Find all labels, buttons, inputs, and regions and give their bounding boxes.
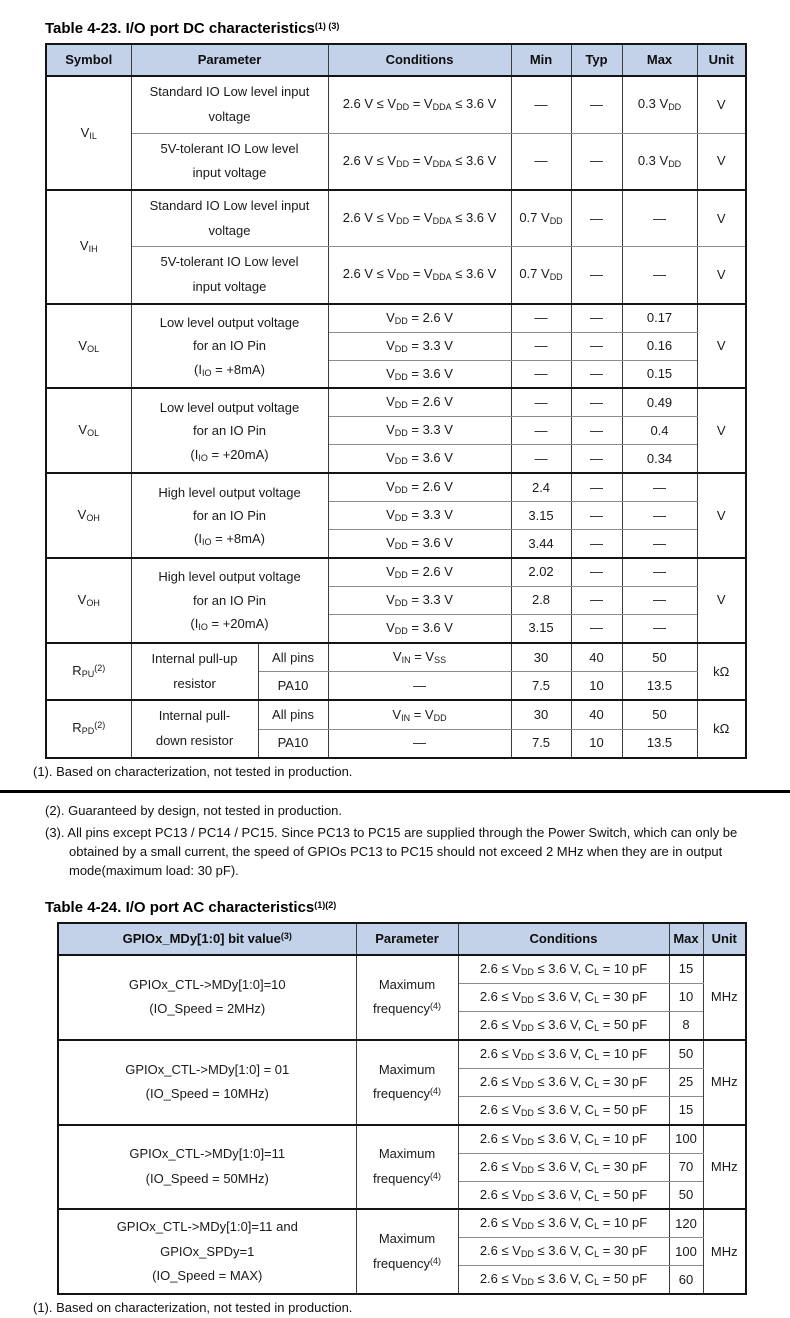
table-cell: 70 bbox=[669, 1153, 703, 1181]
table-cell: All pins bbox=[258, 700, 328, 729]
table-cell: $V_{IN} = V_{DD}$ bbox=[328, 700, 511, 729]
table-cell: — bbox=[571, 133, 622, 190]
table-row bbox=[46, 643, 746, 672]
table-cell: $V_{OH}$ bbox=[46, 473, 131, 558]
table-cell: — bbox=[571, 614, 622, 642]
table-cell: — bbox=[511, 304, 571, 332]
table-cell: Standard IO Low level input voltage bbox=[131, 190, 328, 247]
table-cell: 7.5 bbox=[511, 672, 571, 700]
table-cell: Standard IO Low level input voltage bbox=[131, 76, 328, 133]
table-cell: 5V-tolerant IO Low level input voltage bbox=[131, 247, 328, 304]
column-header: Typ bbox=[571, 44, 622, 76]
table-cell: $2.6 \le V_{DD} \le 3.6$ V, $C_L = 10$ pF bbox=[458, 1125, 669, 1153]
table-cell: 7.5 bbox=[511, 729, 571, 757]
table-cell: $2.6 \le V_{DD} \le 3.6$ V, $C_L = 10$ pF bbox=[458, 1040, 669, 1068]
table-cell: 2.6 $V \le V_{DD} = V_{DDA} \le 3.6$ V bbox=[328, 133, 511, 190]
table-row bbox=[58, 955, 746, 983]
table-cell: $V_{DD} = 3.6$ V bbox=[328, 530, 511, 558]
table-cell: GPIOx_CTL->MDy[1:0] = 01 (IO_Speed = 10MHz) bbox=[58, 1040, 356, 1125]
table-cell: $2.6 \le V_{DD} \le 3.6$ V, $C_L = 30$ pF bbox=[458, 983, 669, 1011]
table-cell: — bbox=[571, 76, 622, 133]
table-cell: $V_{DD} = 3.3$ V bbox=[328, 587, 511, 615]
table-cell: 30 bbox=[511, 643, 571, 672]
table2-footnotes bbox=[33, 1299, 745, 1318]
table-cell: $V_{OH}$ bbox=[46, 558, 131, 643]
table-header-row bbox=[58, 923, 746, 955]
table-cell: V bbox=[697, 388, 746, 473]
table-cell: Low level output voltage for an IO Pin $(I_{IO} = +8mA)$ bbox=[131, 304, 328, 389]
footnote: (1). Based on characterization, not tested in production. bbox=[33, 763, 353, 779]
column-header: Symbol bbox=[46, 44, 131, 76]
page-divider bbox=[0, 790, 790, 793]
table-row bbox=[46, 76, 746, 133]
table-row bbox=[58, 1125, 746, 1153]
table-cell: Low level output voltage for an IO Pin $(I_{IO} = +20mA)$ bbox=[131, 388, 328, 473]
table-row bbox=[46, 304, 746, 332]
table-cell: — bbox=[511, 445, 571, 473]
table-cell: — bbox=[571, 388, 622, 416]
table-cell: Internal pull-up resistor bbox=[131, 643, 258, 700]
table1-title: Table 4-23. I/O port DC characteristics$^{(1) (3)}$ bbox=[45, 20, 340, 37]
table-cell: 120 bbox=[669, 1209, 703, 1237]
table-cell: 50 bbox=[622, 643, 697, 672]
table-cell: MHz bbox=[703, 955, 746, 1040]
table-cell: $V_{DD} = 3.6$ V bbox=[328, 360, 511, 388]
table-cell: All pins bbox=[258, 643, 328, 672]
table-cell: — bbox=[571, 247, 622, 304]
table-cell: 30 bbox=[511, 700, 571, 729]
table-cell: 3.44 bbox=[511, 530, 571, 558]
table-header-row bbox=[46, 44, 746, 76]
column-header: Max bbox=[669, 923, 703, 955]
table-cell: GPIOx_CTL->MDy[1:0]=11 (IO_Speed = 50MHz) bbox=[58, 1125, 356, 1210]
table-cell: 0.3 $V_{DD}$ bbox=[622, 76, 697, 133]
table-cell: — bbox=[571, 332, 622, 360]
table-cell: 2.8 bbox=[511, 587, 571, 615]
table-cell: 0.15 bbox=[622, 360, 697, 388]
table-cell: — bbox=[571, 304, 622, 332]
table-cell: — bbox=[511, 133, 571, 190]
table-cell: $V_{DD} = 3.3$ V bbox=[328, 502, 511, 530]
table-cell: GPIOx_CTL->MDy[1:0]=10 (IO_Speed = 2MHz) bbox=[58, 955, 356, 1040]
table-cell: $2.6 \le V_{DD} \le 3.6$ V, $C_L = 50$ pF bbox=[458, 1096, 669, 1124]
table-row bbox=[46, 133, 746, 190]
table-cell: 15 bbox=[669, 955, 703, 983]
table1-footnotes-continued bbox=[45, 802, 745, 880]
table-cell: 0.7 $V_{DD}$ bbox=[511, 247, 571, 304]
table-row bbox=[46, 700, 746, 729]
table-cell: $2.6 \le V_{DD} \le 3.6$ V, $C_L = 10$ pF bbox=[458, 1209, 669, 1237]
ac-characteristics-table bbox=[57, 922, 747, 1295]
footnote: (1). Based on characterization, not tested in production. bbox=[33, 1300, 353, 1316]
table-cell: — bbox=[622, 190, 697, 247]
table-cell: MHz bbox=[703, 1040, 746, 1125]
table-cell: 2.6 $V \le V_{DD} = V_{DDA} \le 3.6$ V bbox=[328, 76, 511, 133]
column-header: Parameter bbox=[356, 923, 458, 955]
table-cell: — bbox=[622, 614, 697, 642]
table-cell: 10 bbox=[571, 672, 622, 700]
table-cell: $V_{DD} = 3.3$ V bbox=[328, 417, 511, 445]
table-row bbox=[58, 1209, 746, 1237]
table-cell: 13.5 bbox=[622, 672, 697, 700]
table-cell: — bbox=[571, 587, 622, 615]
table-cell: GPIOx_CTL->MDy[1:0]=11 and GPIOx_SPDy=1 (IO_Speed = MAX) bbox=[58, 1209, 356, 1294]
table-cell: Maximum frequency$^{(4)}$ bbox=[356, 1209, 458, 1294]
table-cell: kΩ bbox=[697, 643, 746, 700]
table-cell: Maximum frequency$^{(4)}$ bbox=[356, 1125, 458, 1210]
table-cell: 0.49 bbox=[622, 388, 697, 416]
table-cell: 0.7 $V_{DD}$ bbox=[511, 190, 571, 247]
table-cell: 40 bbox=[571, 643, 622, 672]
table-cell: 0.16 bbox=[622, 332, 697, 360]
table-cell: $V_{DD} = 2.6$ V bbox=[328, 473, 511, 501]
table-cell: $2.6 \le V_{DD} \le 3.6$ V, $C_L = 10$ pF bbox=[458, 955, 669, 983]
table-cell: High level output voltage for an IO Pin $(I_{IO} = +20mA)$ bbox=[131, 558, 328, 643]
table-cell: 13.5 bbox=[622, 729, 697, 757]
table-row bbox=[46, 558, 746, 586]
table-cell: $2.6 \le V_{DD} \le 3.6$ V, $C_L = 30$ pF bbox=[458, 1068, 669, 1096]
table-cell: — bbox=[328, 672, 511, 700]
table-cell: — bbox=[511, 360, 571, 388]
table-cell: 2.6 $V \le V_{DD} = V_{DDA} \le 3.6$ V bbox=[328, 190, 511, 247]
table-cell: 0.34 bbox=[622, 445, 697, 473]
table-cell: $2.6 \le V_{DD} \le 3.6$ V, $C_L = 50$ pF bbox=[458, 1266, 669, 1294]
column-header: Conditions bbox=[328, 44, 511, 76]
table-cell: — bbox=[511, 76, 571, 133]
table-cell: $R_{PD}^{(2)}$ bbox=[46, 700, 131, 757]
table-cell: — bbox=[622, 247, 697, 304]
table-cell: PA10 bbox=[258, 672, 328, 700]
table-row bbox=[46, 247, 746, 304]
table-cell: $V_{IH}$ bbox=[46, 190, 131, 304]
table-cell: $2.6 \le V_{DD} \le 3.6$ V, $C_L = 50$ pF bbox=[458, 1181, 669, 1209]
table-cell: $V_{IL}$ bbox=[46, 76, 131, 190]
table-row bbox=[46, 190, 746, 247]
table-cell: V bbox=[697, 473, 746, 558]
table-cell: 15 bbox=[669, 1096, 703, 1124]
table-cell: 50 bbox=[622, 700, 697, 729]
table-cell: Maximum frequency$^{(4)}$ bbox=[356, 955, 458, 1040]
table-cell: 40 bbox=[571, 700, 622, 729]
table-cell: MHz bbox=[703, 1125, 746, 1210]
table-cell: $V_{DD} = 2.6$ V bbox=[328, 304, 511, 332]
table-cell: 50 bbox=[669, 1040, 703, 1068]
table-cell: — bbox=[571, 417, 622, 445]
table-cell: Internal pull- down resistor bbox=[131, 700, 258, 757]
table-cell: 0.17 bbox=[622, 304, 697, 332]
column-header: Conditions bbox=[458, 923, 669, 955]
table-cell: 3.15 bbox=[511, 502, 571, 530]
column-header: Max bbox=[622, 44, 697, 76]
table-cell: 2.02 bbox=[511, 558, 571, 586]
table-cell: 3.15 bbox=[511, 614, 571, 642]
table-cell: — bbox=[328, 729, 511, 757]
table-cell: 0.3 $V_{DD}$ bbox=[622, 133, 697, 190]
table-cell: — bbox=[622, 530, 697, 558]
table2-title: Table 4-24. I/O port AC characteristics$^{(1)(2)}$ bbox=[45, 898, 337, 916]
table-cell: — bbox=[571, 360, 622, 388]
table-row bbox=[46, 388, 746, 416]
table-cell: 2.6 $V \le V_{DD} = V_{DDA} \le 3.6$ V bbox=[328, 247, 511, 304]
table-cell: 10 bbox=[571, 729, 622, 757]
table-cell: $V_{DD} = 2.6$ V bbox=[328, 388, 511, 416]
table-row bbox=[46, 473, 746, 501]
table1-footnotes bbox=[33, 763, 745, 782]
table-cell: V bbox=[697, 247, 746, 304]
table-cell: — bbox=[511, 332, 571, 360]
table-cell: V bbox=[697, 76, 746, 133]
table-cell: 2.4 bbox=[511, 473, 571, 501]
table-cell: 25 bbox=[669, 1068, 703, 1096]
table-cell: 8 bbox=[669, 1011, 703, 1039]
table-cell: V bbox=[697, 190, 746, 247]
table-cell: V bbox=[697, 558, 746, 643]
table-cell: — bbox=[622, 502, 697, 530]
table-cell: — bbox=[622, 473, 697, 501]
table-cell: — bbox=[571, 190, 622, 247]
column-header: Unit bbox=[697, 44, 746, 76]
table-cell: — bbox=[511, 388, 571, 416]
table-cell: 0.4 bbox=[622, 417, 697, 445]
table-cell: $2.6 \le V_{DD} \le 3.6$ V, $C_L = 30$ pF bbox=[458, 1153, 669, 1181]
table-cell: — bbox=[571, 502, 622, 530]
dc-characteristics-table bbox=[45, 43, 747, 759]
table-cell: — bbox=[511, 417, 571, 445]
table-cell: $V_{IN} = V_{SS}$ bbox=[328, 643, 511, 672]
table-cell: $V_{DD} = 2.6$ V bbox=[328, 558, 511, 586]
table-cell: MHz bbox=[703, 1209, 746, 1294]
table-cell: V bbox=[697, 304, 746, 389]
table-cell: High level output voltage for an IO Pin $(I_{IO} = +8mA)$ bbox=[131, 473, 328, 558]
table-cell: kΩ bbox=[697, 700, 746, 757]
column-header: GPIOx_MDy[1:0] bit value$^{(3)}$ bbox=[58, 923, 356, 955]
table-cell: 50 bbox=[669, 1181, 703, 1209]
footnote: (2). Guaranteed by design, not tested in production. bbox=[45, 803, 343, 819]
table-cell: PA10 bbox=[258, 729, 328, 757]
table-cell: $V_{OL}$ bbox=[46, 388, 131, 473]
table-cell: — bbox=[571, 473, 622, 501]
table-cell: — bbox=[571, 530, 622, 558]
table-cell: $V_{DD} = 3.6$ V bbox=[328, 614, 511, 642]
table-cell: — bbox=[622, 587, 697, 615]
table-cell: — bbox=[622, 558, 697, 586]
table-cell: $V_{OL}$ bbox=[46, 304, 131, 389]
column-header: Parameter bbox=[131, 44, 328, 76]
column-header: Min bbox=[511, 44, 571, 76]
table-cell: 100 bbox=[669, 1125, 703, 1153]
table-cell: — bbox=[571, 558, 622, 586]
table-cell: 5V-tolerant IO Low level input voltage bbox=[131, 133, 328, 190]
table-cell: V bbox=[697, 133, 746, 190]
table-cell: — bbox=[571, 445, 622, 473]
table-cell: $V_{DD} = 3.3$ V bbox=[328, 332, 511, 360]
table-cell: $2.6 \le V_{DD} \le 3.6$ V, $C_L = 30$ pF bbox=[458, 1238, 669, 1266]
table-cell: $R_{PU}^{(2)}$ bbox=[46, 643, 131, 700]
table-cell: Maximum frequency$^{(4)}$ bbox=[356, 1040, 458, 1125]
table-cell: 100 bbox=[669, 1238, 703, 1266]
table-cell: 10 bbox=[669, 983, 703, 1011]
table-cell: $2.6 \le V_{DD} \le 3.6$ V, $C_L = 50$ pF bbox=[458, 1011, 669, 1039]
column-header: Unit bbox=[703, 923, 746, 955]
table-cell: $V_{DD} = 3.6$ V bbox=[328, 445, 511, 473]
footnote: (3). All pins except PC13 / PC14 / PC15. Since PC13 to PC15 are supplied through the Power Switch, which can only be obtained by a small current, the speed of GPIOs PC13 to PC15 should not exceed 2 MHz when they are in output mode(maximum load: 30 pF). bbox=[45, 825, 738, 879]
table-row bbox=[58, 1040, 746, 1068]
table-cell: 60 bbox=[669, 1266, 703, 1294]
